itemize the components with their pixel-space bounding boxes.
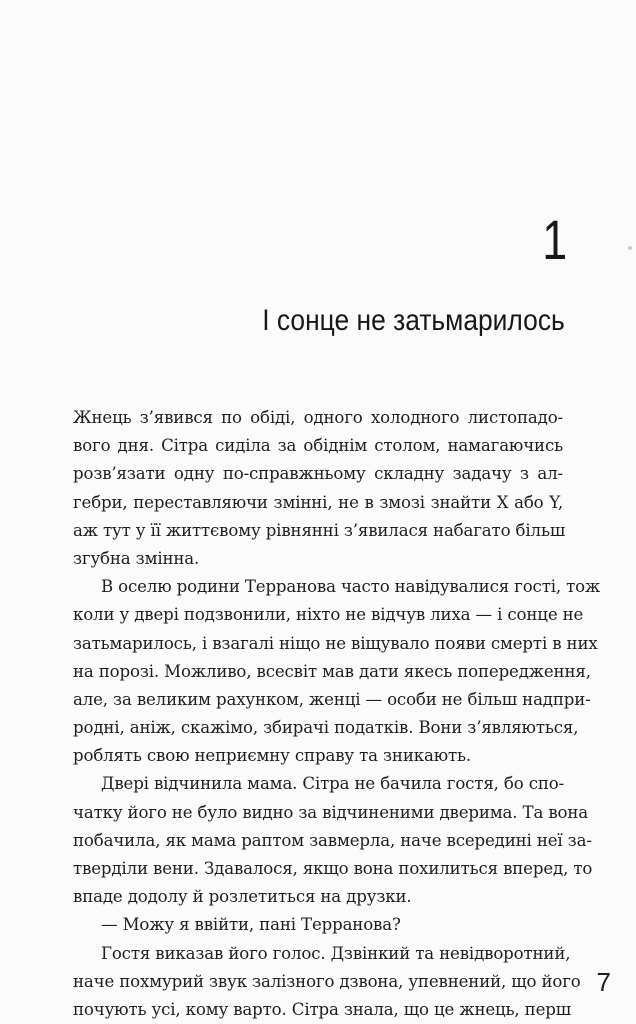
text-line: В оселю родини Терранова часто навідувалися гості, тож xyxy=(101,577,601,597)
text-line: Жнець з’явився по обіді, одного холодного листопадо- xyxy=(73,408,563,427)
text-line: наче похмурий звук залізного дзвона, упевнений, що його xyxy=(73,971,581,991)
text-line: коли у двері подзвонили, ніхто не відчув лиха — і сонце не xyxy=(73,605,584,625)
text-line: — Можу я ввійти, пані Терранова? xyxy=(101,915,401,935)
text-line: почують усі, кому варто. Сітра знала, що це жнець, перш xyxy=(73,999,572,1019)
text-line: Двері відчинила мама. Сітра не бачила гостя, бо спо- xyxy=(101,774,565,794)
text-line: роблять свою неприємну справу та зникають. xyxy=(73,746,472,766)
text-line: але, за великим рахунком, женці — особи не більш надпри- xyxy=(73,689,591,709)
text-line: гебри, переставляючи змінні, не в змозі знайти X або Y, xyxy=(73,492,563,512)
chapter-number: 1 xyxy=(542,208,567,271)
text-line: побачила, як мама раптом завмерла, наче всередині неї за- xyxy=(73,830,592,850)
text-line: затьмарилось, і взагалі ніщо не віщувало появи смерті в них xyxy=(73,633,598,653)
chapter-title: І сонце не затьмарилось xyxy=(262,304,565,337)
text-line: на порозі. Можливо, всесвіт мав дати якесь попередження, xyxy=(73,661,591,681)
text-line: розв’язати одну по-справжньому складну задачу з ал- xyxy=(73,464,563,484)
text-line: твердiли вени. Здавалося, якщо вона похилиться вперед, то xyxy=(73,859,593,878)
text-line: родні, аніж, скажімо, збирачі податків. Вони з’являються, xyxy=(73,718,579,738)
text-line: згубна змінна. xyxy=(73,548,200,568)
scan-speck xyxy=(628,246,632,250)
text-line: впаде додолу й розлетиться на друзки. xyxy=(73,887,412,907)
text-line: Гостя виказав його голос. Дзвінкий та невідворотний, xyxy=(101,943,571,963)
text-line: аж тут у її життєвому рівнянні з’явилася набагато більш xyxy=(73,520,566,540)
body-text xyxy=(73,404,601,1024)
page-number: 7 xyxy=(596,967,611,997)
text-line: вого дня. Сітра сиділа за обіднім столом, намагаючись xyxy=(73,436,563,456)
text-line: чатку його не було видно за відчиненими дверима. Та вона xyxy=(73,802,589,822)
